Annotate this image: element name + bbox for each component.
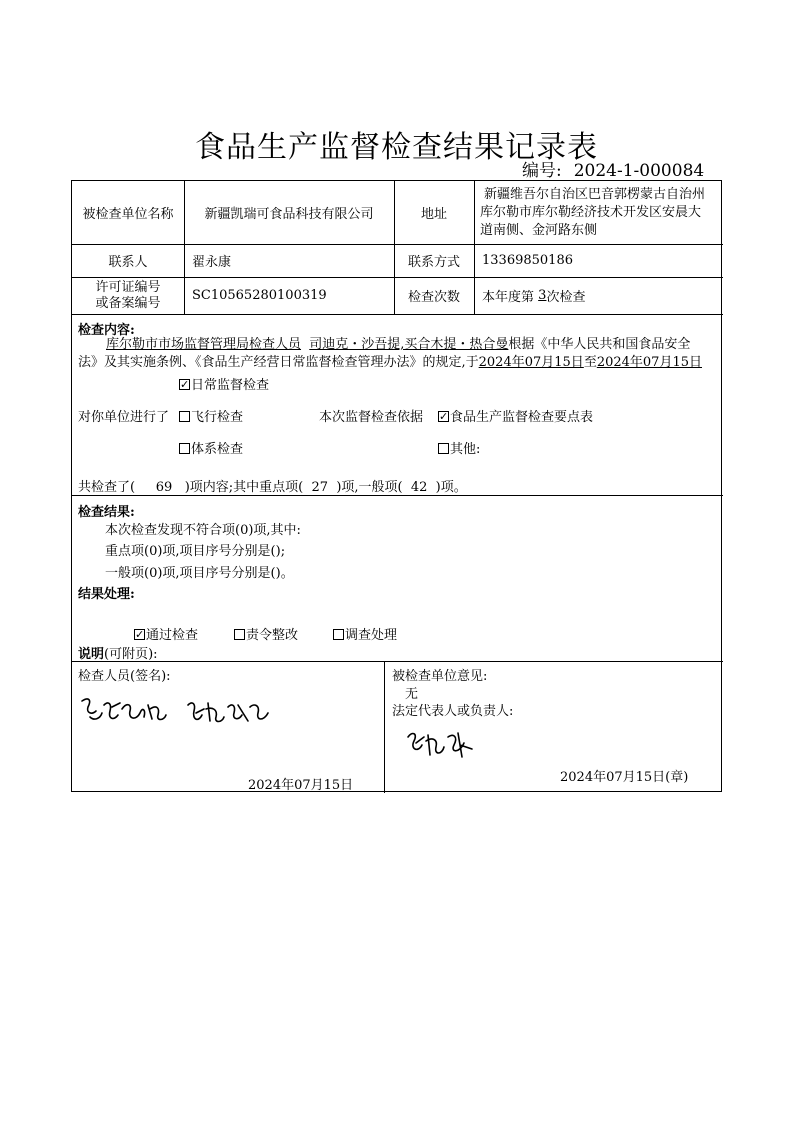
- handling-investigate-label: 调查处理: [345, 628, 398, 643]
- inspection-count-label: 检查次数: [407, 290, 460, 305]
- summary-d: )项。: [435, 480, 467, 495]
- unit-opinion-label: 被检查单位意见:: [392, 669, 488, 684]
- contact-person-value: 翟永康: [192, 255, 232, 270]
- basis-points-label: 食品生产监督检查要点表: [450, 410, 594, 425]
- basis-other-label: 其他:: [450, 442, 481, 457]
- basis-regulation-text: 法》及其实施条例、《食品生产经营日常监督检查管理办法》的规定,于: [78, 355, 479, 370]
- basis-label: 本次监督检查依据: [319, 410, 424, 425]
- summary-b: )项内容;其中重点项(: [184, 480, 304, 495]
- basis-other[interactable]: [438, 441, 480, 459]
- license-number: SC10565280100319: [192, 288, 327, 303]
- inspector-signature: [78, 691, 278, 731]
- summary-a: 共检查了(: [78, 480, 136, 495]
- handling-heading: 结果处理:: [78, 587, 135, 602]
- checkbox-icon[interactable]: [438, 443, 449, 454]
- note-heading: 说明: [78, 647, 105, 662]
- result-line-general: 一般项(0)项,项目序号分别是()。: [105, 566, 294, 581]
- type-daily-label: 日常监督检查: [191, 378, 270, 393]
- handling-pass-label: 通过检查: [146, 628, 199, 643]
- handling-investigate[interactable]: [333, 627, 397, 645]
- date-from: 2024年07月15日: [478, 355, 584, 370]
- basis-law-text: 根据《中华人民共和国食品安全: [508, 337, 691, 352]
- count-number: 3: [538, 288, 547, 303]
- checked-checkbox-icon[interactable]: [134, 629, 145, 640]
- unit-name-value: 新疆凯瑞可食品科技有限公司: [204, 207, 374, 222]
- address-line: 库尔勒市库尔勒经济技术开发区安晨大: [480, 205, 702, 220]
- record-table: [71, 180, 722, 792]
- summary-c: )项,一般项(: [336, 480, 403, 495]
- license-label: [72, 277, 184, 314]
- unit-sign-date: 2024年07月15日(章): [560, 770, 689, 785]
- contact-phone: 13369850186: [482, 253, 573, 268]
- license-label-line: 或备案编号: [95, 295, 161, 311]
- date-to-word: 至: [583, 355, 597, 370]
- key-items: 27: [311, 480, 329, 495]
- checkbox-icon[interactable]: [234, 629, 245, 640]
- total-items: 69: [155, 480, 173, 495]
- date-to: 2024年07月15日: [596, 355, 702, 370]
- agency-name: 库尔勒市市场监督管理局检查人员: [106, 337, 302, 352]
- handling-pass[interactable]: [134, 627, 198, 645]
- address-line: 道南侧、金河路东侧: [480, 223, 598, 238]
- checkbox-icon[interactable]: [333, 629, 344, 640]
- basis-points-table[interactable]: [438, 409, 593, 427]
- license-label-line: 许可证编号: [95, 279, 161, 295]
- content-paragraph: [78, 336, 720, 354]
- type-system-label: 体系检查: [191, 442, 244, 457]
- unit-opinion-text: 无: [405, 687, 419, 702]
- address-label: 地址: [420, 207, 447, 222]
- result-line-nonconformity: 本次检查发现不符合项(0)项,其中:: [105, 523, 301, 538]
- check-summary: [78, 479, 467, 497]
- result-heading: 检查结果:: [78, 505, 135, 520]
- handling-rectify[interactable]: [234, 627, 298, 645]
- address-value: [480, 185, 723, 241]
- checked-checkbox-icon[interactable]: [179, 379, 190, 390]
- inspector-names: 司迪克・沙吾提,买合木提・热合曼: [309, 337, 509, 352]
- type-flight-label: 飞行检查: [191, 410, 244, 425]
- inspector-sign-date: 2024年07月15日: [248, 778, 354, 793]
- general-items: 42: [410, 480, 428, 495]
- contact-method-label: 联系方式: [407, 255, 460, 270]
- type-system[interactable]: [179, 441, 243, 459]
- checkbox-icon[interactable]: [179, 411, 190, 422]
- legal-representative-signature: [402, 723, 482, 761]
- handling-rectify-label: 责令整改: [246, 628, 299, 643]
- unit-name-label: 被检查单位名称: [82, 207, 174, 222]
- note-hint: (可附页):: [104, 647, 158, 662]
- type-flight[interactable]: [179, 409, 243, 427]
- legal-representative-label: 法定代表人或负责人:: [392, 704, 514, 719]
- note-row: [78, 646, 158, 664]
- document-number: [522, 156, 704, 181]
- result-line-key: 重点项(0)项,项目序号分别是();: [105, 544, 286, 559]
- contact-person-label: 联系人: [108, 255, 148, 270]
- count-suffix: 次检查: [546, 290, 586, 305]
- content-paragraph-line2: [78, 354, 723, 372]
- form-title: 食品生产监督检查结果记录表: [195, 130, 598, 165]
- count-prefix: 本年度第: [482, 290, 535, 305]
- type-prefix: 对你单位进行了: [78, 410, 170, 425]
- type-daily[interactable]: [179, 377, 269, 395]
- checked-checkbox-icon[interactable]: [438, 411, 449, 422]
- inspection-count-value: [482, 277, 722, 314]
- content-heading: 检查内容:: [78, 323, 135, 338]
- address-line: 新疆维吾尔自治区巴音郭楞蒙古自治州: [484, 187, 706, 202]
- doc-no-value: 2024-1-000084: [573, 161, 705, 181]
- checkbox-icon[interactable]: [179, 443, 190, 454]
- doc-no-label: 编号:: [522, 161, 562, 181]
- inspector-sign-label: 检查人员(签名):: [78, 669, 171, 684]
